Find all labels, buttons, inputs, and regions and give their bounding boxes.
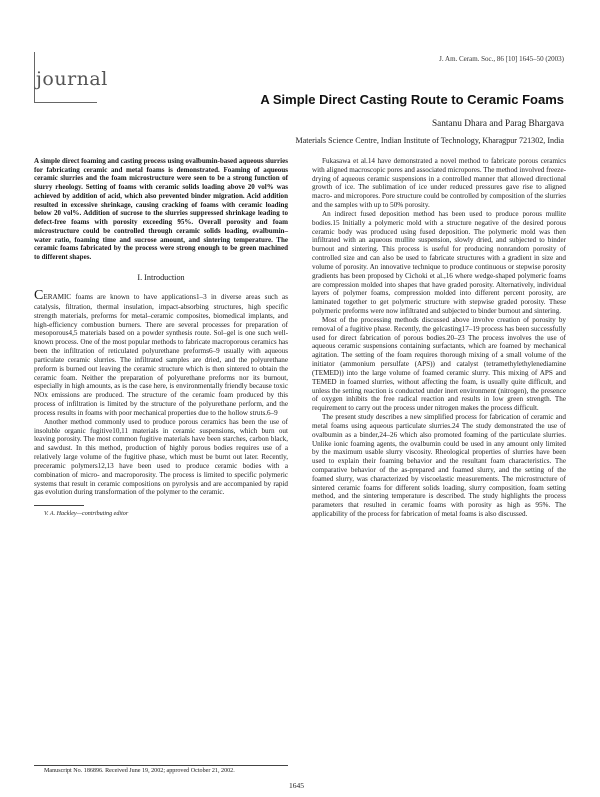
- left-column: [34, 157, 288, 519]
- article-affiliation: Materials Science Centre, Indian Institute of Technology, Kharagpur 721302, India: [295, 136, 564, 145]
- right-column: [312, 157, 566, 519]
- journal-logo: journal: [36, 68, 108, 90]
- manuscript-footnote-wrap: [34, 768, 288, 774]
- intro-paragraph-2: Another method commonly used to produce porous ceramics has been the use of insoluble organic fugitive10,11 materials in ceramic suspensions, which burn out leaving porosity. The most common fugitive materials have been starches, carbon black, and sawdust. In this method, production of highly porous bodies requires use of a relatively large volume of the fugitive phase, which must be burnt out later. Recently, preceramic polymers12,13 have been used to produce ceramic bodies with a combination of micro- and macroporosity. The process is limited to specific polymeric systems that result in ceramic compositions on pyrolysis and are accompanied by rapid gas evolution during transformation of the polymer to the ceramic.: [34, 417, 288, 497]
- intro-paragraph-1-text: ERAMIC foams are known to have applications1–3 in diverse areas such as catalysis, filtration, thermal insulation, impact-absorbing structures, high specific strength materials, preforms for metal–ceramic composites, biomedical implants, and high-efficiency combustion burners. There are several processes for preparation of mesoporous4,5 materials based on a powder synthesis route. Sol–gel is one such well-known process. One of the most popular methods to fabricate macroporous ceramics has been the infiltration of reticulated polyurethane preforms6–9 usually with aqueous particulate ceramic slurries. The infiltrated samples are dried, and the polyurethane preform is burned out leaving the ceramic structure which is then sintered to obtain the ceramic foam. Neither the preparation of polyurethane preforms nor its burnout, especially in high amounts, as is the case here, is environmentally friendly because toxic NOx emissions are produced. The structure of the ceramic foam produced by this process of infiltration is limited by the structure of the polyurethane perform, and the process results in foams with poor mechanical properties due to the hollow struts.6–9: [34, 292, 288, 417]
- right-paragraph-3: Most of the processing methods discussed above involve creation of porosity by removal of a fugitive phase. Recently, the gelcasting17–19 process has been successfully used for direct fabrication of porous bodies.20–23 The process involves the use of aqueous ceramic suspensions containing surfactants, which are foamed by mechanical agitation. The setting of the foam requires thorough mixing of a small volume of the initiator (ammonium persulfate (APS)) and catalyst (tetramethylethylenediamine (TEMED)) into the large volume of foamed ceramic slurry. This mixing of APS and TEMED in foamed slurries, without affecting the foam, is usually quite difficult, and unless the setting reaction is conducted under inert environment (nitrogen), the presence of oxygen inhibits the free radical reaction and results in low green strength. The requirement to carry out the process under nitrogen makes the process difficult.: [312, 315, 566, 413]
- manuscript-footnote: Manuscript No. 186896. Received June 19, 2002; approved October 21, 2002.: [44, 768, 235, 774]
- intro-paragraph-1: [34, 289, 288, 418]
- right-paragraph-1: Fukasawa et al.14 have demonstrated a novel method to fabricate porous ceramics with aligned macroscopic pores and associated micropores. The method involved freeze-drying of aqueous ceramic suspensions in a controlled manner that allowed directional growth of ice. The sublimation of ice under reduced pressures gave rise to aligned macro- and micropores. Pore structure could be controlled by composition of the slurries and the samples with up to 50% porosity.: [312, 157, 566, 210]
- right-paragraph-2: An indirect fused deposition method has been used to produce porous mullite bodies.15 Initially a polymeric mold with a structure negative of the desired porous ceramic body was produced using fused deposition. The polymeric mold was then infiltrated with an aqueous mullite suspension, slowly dried, and subjected to binder burnout and sintering. This process is useful for producing nonrandom porosity of controlled size and can also be used to fabricate structures with a gradient in size and volume of porosity. An innovative technique to produce continuous or stepwise porosity gradients has been proposed by Cichoki et al.,16 where wedge-shaped polymeric foams are compression molded into shapes that have graded porosity. Alternatively, individual layers of polymer foams, compression molded into different percent porosity, are laminated together to get polymeric structure with stepwise graded porosity. These polymeric preforms were now infiltrated and subjected to binder burnout and sintering.: [312, 209, 566, 316]
- editor-footnote: V. A. Hackley—contributing editor: [44, 511, 129, 518]
- page-number: 1645: [289, 781, 304, 790]
- introduction-heading: I. Introduction: [137, 272, 185, 282]
- footnote-rule: [34, 505, 84, 506]
- right-paragraph-4: The present study describes a new simplified process for fabrication of ceramic and metal foams using aqueous particulate slurries.24 The study demonstrated the use of ovalbumin as a binder,24–26 which also promoted foaming of the particulate slurries. Unlike ionic foaming agents, the ovalbumin could be used in any amount only limited by the maximum usable slurry viscosity. Rheological properties of slurries have been used to explain their foaming behavior and the resultant foam characteristics. The comparative behavior of the as-prepared and foamed slurry, and the setting of the foamed slurry, was characterized by viscoelastic measurements. The microstructure of sintered ceramic foams for different solids loading, slurry composition, foam setting method, and the sintering temperature is described. The study highlights the process parameters that resulted in ceramic foams with porosity as high as 95%. The applicability of the process for fabrication of metal foams is also discussed.: [312, 413, 566, 519]
- footnote-divider: [34, 765, 288, 766]
- abstract: A simple direct foaming and casting process using ovalbumin-based aqueous slurries for fabricating ceramic and metal foams is demonstrated. Foaming of aqueous ceramic slurries and the foam microstructure were seen to be a strong function of slurry rheology. Setting of foams with ceramic solids loading above 20 vol% was achieved by addition of acid, which also prevented binder migration. Acid addition resulted in excessive shrinkage, causing cracking of foams with ceramic loading below 20 vol%. Addition of sucrose to the slurries suppressed shrinkage leading to defect-free foams with porosity exceeding 95%. Overall porosity and foam microstructure could be controlled through ceramic solids loading, ovalbumin–water ratio, foaming time and sucrose amount, and sintering temperature. The ceramic foams fabricated by the process were strong enough to be green machined to different shapes.: [34, 157, 288, 262]
- article-authors: Santanu Dhara and Parag Bhargava: [431, 119, 564, 129]
- drop-cap: C: [34, 287, 44, 303]
- journal-citation: J. Am. Ceram. Soc., 86 [10] 1645–50 (2003): [439, 55, 564, 63]
- article-title: A Simple Direct Casting Route to Ceramic Foams: [260, 92, 564, 107]
